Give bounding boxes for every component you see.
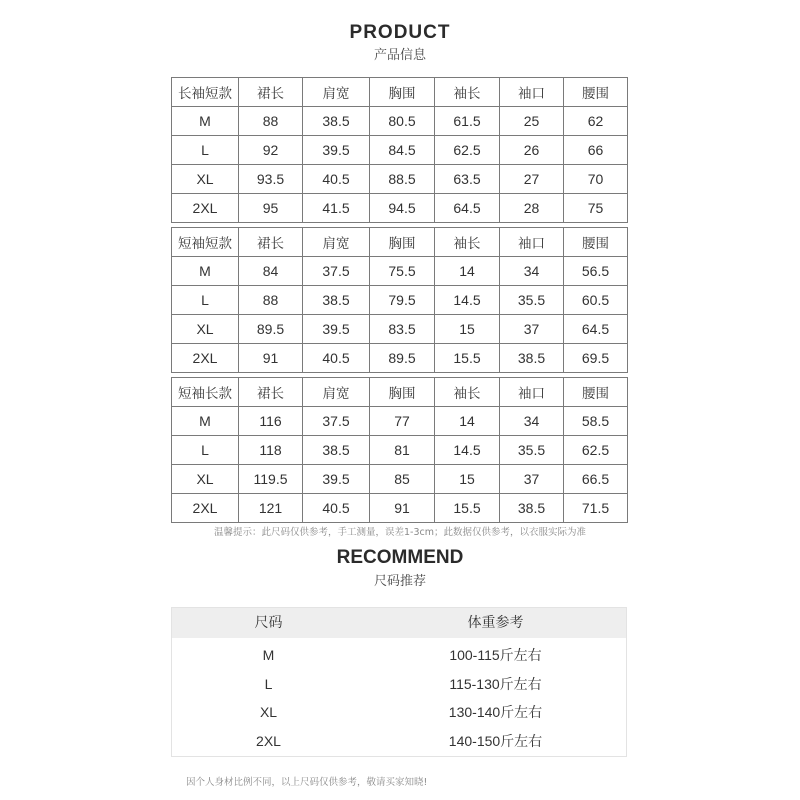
table-header-row [172, 228, 628, 257]
table-cell: 27 [500, 165, 564, 194]
table-cell: 37 [500, 315, 564, 344]
table-cell: 28 [500, 194, 564, 223]
table-cell: 34 [500, 407, 564, 436]
table-cell: 15 [435, 315, 500, 344]
size-cell: 2XL [256, 732, 281, 749]
header-cell: 裙长 [239, 78, 303, 107]
table-cell: 38.5 [303, 107, 370, 136]
table-cell: 83.5 [370, 315, 435, 344]
table-cell: 39.5 [303, 315, 370, 344]
table-cell: 38.5 [500, 344, 564, 373]
table-cell: XL [172, 165, 239, 194]
table-cell: 62.5 [435, 136, 500, 165]
size-cell: M [262, 647, 275, 663]
table-cell: 88 [239, 286, 303, 315]
recommend-subtitle: 尺码推荐 [373, 574, 426, 589]
header-cell: 袖口 [500, 228, 564, 257]
table-cell: 89.5 [239, 315, 303, 344]
table-cell: 14 [435, 407, 500, 436]
table-cell: 94.5 [370, 194, 435, 223]
footnote: 因个人身材比例不同，以上尺码仅供参考，敬请买家知晓! [186, 777, 428, 788]
table-cell: 88 [239, 107, 303, 136]
table-cell: 80.5 [370, 107, 435, 136]
table-cell: 75 [564, 194, 628, 223]
table-cell: 14.5 [435, 286, 500, 315]
header-cell: 短袖短款 [172, 228, 239, 257]
size-cell: XL [259, 704, 278, 720]
table-cell: XL [172, 465, 239, 494]
recommend-row [172, 698, 626, 727]
table-cell: 62.5 [564, 436, 628, 465]
table-cell: 58.5 [564, 407, 628, 436]
table-cell: 119.5 [239, 465, 303, 494]
table-row [172, 257, 628, 286]
table-cell: 15 [435, 465, 500, 494]
table-cell: 15.5 [435, 344, 500, 373]
header-cell-size: 尺码 [254, 615, 283, 631]
table-cell: 121 [239, 494, 303, 523]
table-cell: 79.5 [370, 286, 435, 315]
table-cell: 40.5 [303, 494, 370, 523]
table-cell: 66 [564, 136, 628, 165]
table-cell: 37.5 [303, 257, 370, 286]
table-cell: 34 [500, 257, 564, 286]
table-cell: 81 [370, 436, 435, 465]
weight-cell: 100-115斤左右 [449, 647, 542, 663]
table-row [172, 194, 628, 223]
table-cell: 14 [435, 257, 500, 286]
table-row [172, 465, 628, 494]
table-cell: 38.5 [303, 436, 370, 465]
table-cell: 84 [239, 257, 303, 286]
table-cell: L [172, 286, 239, 315]
table-cell: 77 [370, 407, 435, 436]
table-cell: 70 [564, 165, 628, 194]
table-row [172, 165, 628, 194]
product-title: PRODUCT [349, 22, 451, 43]
table-row [172, 436, 628, 465]
table-cell: 91 [239, 344, 303, 373]
table-cell: 35.5 [500, 436, 564, 465]
header-cell: 肩宽 [303, 78, 370, 107]
header-cell: 袖长 [435, 378, 500, 407]
recommend-row [172, 670, 626, 699]
table-cell: 61.5 [435, 107, 500, 136]
header-cell: 裙长 [239, 378, 303, 407]
header-cell: 长袖短款 [172, 78, 239, 107]
header-cell: 肩宽 [303, 378, 370, 407]
recommend-title: RECOMMEND [336, 547, 464, 568]
table-cell: 2XL [172, 194, 239, 223]
table-cell: 14.5 [435, 436, 500, 465]
table-cell: 39.5 [303, 136, 370, 165]
table-cell: 38.5 [500, 494, 564, 523]
table-cell: 84.5 [370, 136, 435, 165]
table-cell: 60.5 [564, 286, 628, 315]
header-cell: 袖口 [500, 378, 564, 407]
table-cell: M [172, 257, 239, 286]
table-cell: 62 [564, 107, 628, 136]
size-note: 温馨提示：此尺码仅供参考，手工测量，误差1-3cm；此数据仅供参考，以衣服实际为准 [214, 527, 586, 538]
header-cell: 袖长 [435, 78, 500, 107]
header-cell: 胸围 [370, 228, 435, 257]
recommend-header-row [172, 608, 626, 638]
header-cell: 腰围 [564, 78, 628, 107]
table-cell: 64.5 [435, 194, 500, 223]
table-cell: 37 [500, 465, 564, 494]
table-cell: 69.5 [564, 344, 628, 373]
table-cell: 38.5 [303, 286, 370, 315]
table-cell: 91 [370, 494, 435, 523]
table-row [172, 344, 628, 373]
table-cell: 85 [370, 465, 435, 494]
table-cell: 2XL [172, 344, 239, 373]
table-header-row [172, 78, 628, 107]
table-cell: 64.5 [564, 315, 628, 344]
table-cell: XL [172, 315, 239, 344]
recommend-row [172, 727, 626, 756]
table-cell: 40.5 [303, 344, 370, 373]
table-cell: 15.5 [435, 494, 500, 523]
table-cell: M [172, 107, 239, 136]
header-cell: 裙长 [239, 228, 303, 257]
table-cell: 35.5 [500, 286, 564, 315]
table-cell: 95 [239, 194, 303, 223]
table-cell: 71.5 [564, 494, 628, 523]
header-cell: 腰围 [564, 378, 628, 407]
header-cell: 胸围 [370, 78, 435, 107]
table-cell: 37.5 [303, 407, 370, 436]
header-cell: 腰围 [564, 228, 628, 257]
table-header-row [172, 378, 628, 407]
table-cell: 116 [239, 407, 303, 436]
header-cell: 袖长 [435, 228, 500, 257]
table-cell: 25 [500, 107, 564, 136]
table-cell: 56.5 [564, 257, 628, 286]
table-cell: 88.5 [370, 165, 435, 194]
table-row [172, 407, 628, 436]
header-cell: 短袖长款 [172, 378, 239, 407]
table-cell: 92 [239, 136, 303, 165]
table-cell: 75.5 [370, 257, 435, 286]
header-cell-weight: 体重参考 [467, 615, 524, 631]
weight-cell: 130-140斤左右 [448, 704, 543, 720]
table-cell: 2XL [172, 494, 239, 523]
table-cell: 41.5 [303, 194, 370, 223]
table-cell: L [172, 136, 239, 165]
header-cell: 袖口 [500, 78, 564, 107]
table-row [172, 315, 628, 344]
size-table-short-sleeve-long [171, 377, 628, 523]
table-cell: 89.5 [370, 344, 435, 373]
weight-cell: 115-130斤左右 [449, 675, 542, 692]
table-cell: 26 [500, 136, 564, 165]
table-cell: L [172, 436, 239, 465]
table-row [172, 494, 628, 523]
size-table-long-sleeve-short [171, 77, 628, 223]
table-cell: 39.5 [303, 465, 370, 494]
table-cell: 66.5 [564, 465, 628, 494]
table-row [172, 286, 628, 315]
recommend-row [172, 641, 626, 670]
recommend-table [171, 607, 627, 757]
size-cell: L [264, 675, 273, 692]
table-cell: 63.5 [435, 165, 500, 194]
table-cell: M [172, 407, 239, 436]
table-cell: 40.5 [303, 165, 370, 194]
header-cell: 胸围 [370, 378, 435, 407]
table-row [172, 136, 628, 165]
weight-cell: 140-150斤左右 [448, 732, 543, 749]
header-cell: 肩宽 [303, 228, 370, 257]
product-subtitle: 产品信息 [373, 48, 426, 63]
table-cell: 118 [239, 436, 303, 465]
size-table-short-sleeve-short [171, 227, 628, 373]
table-row [172, 107, 628, 136]
table-cell: 93.5 [239, 165, 303, 194]
